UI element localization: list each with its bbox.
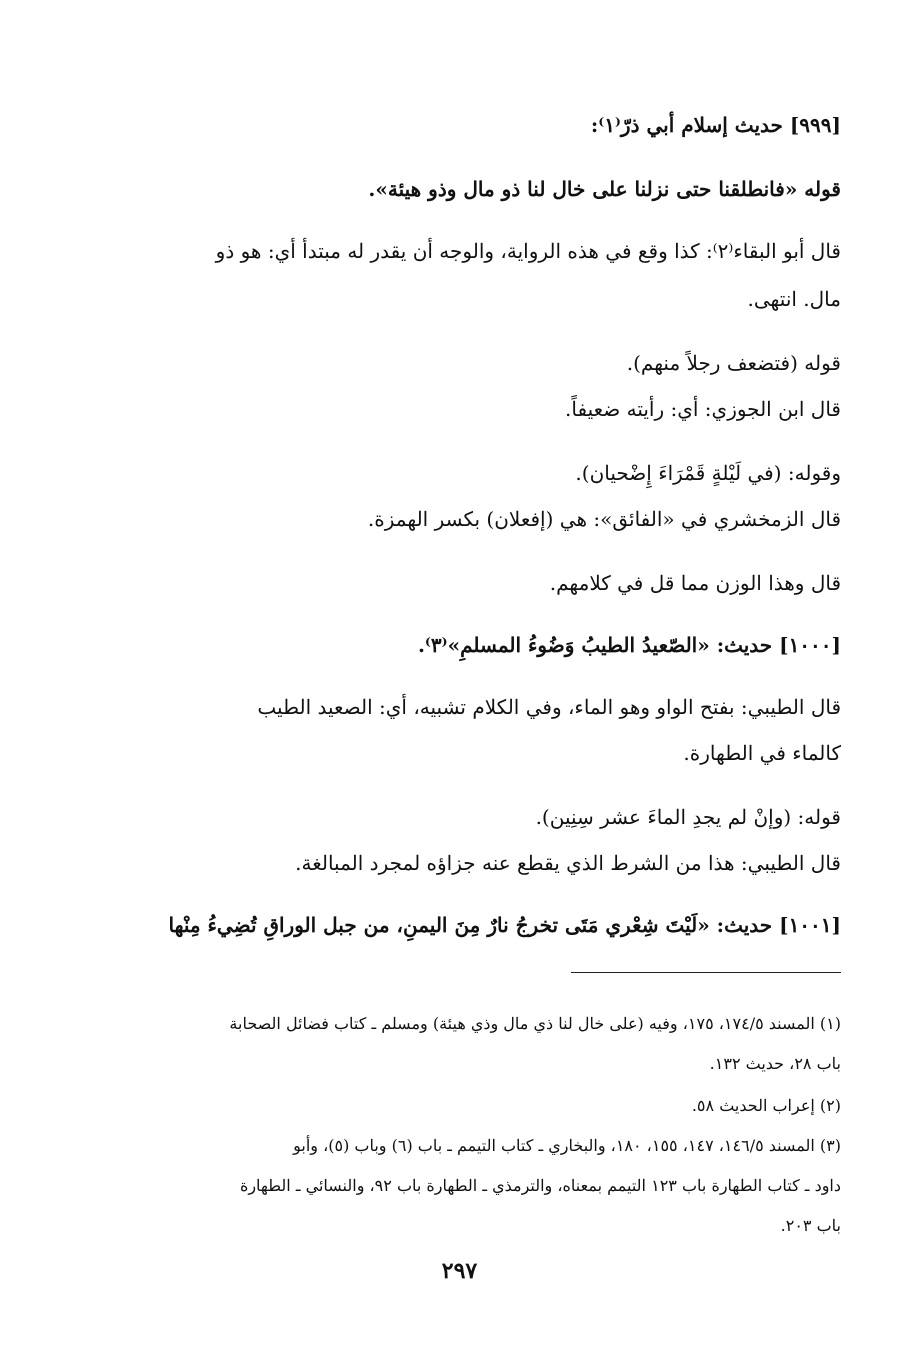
footnote-3-continuation: باب ٢٠٣.	[780, 1216, 841, 1235]
commentary-line: قال الطيبي: بفتح الواو وهو الماء، وفي الكلام تشبيه، أي: الصعيد الطيب	[257, 695, 841, 719]
footnote-2: (٢) إعراب الحديث ٥٨.	[691, 1096, 841, 1115]
commentary-line: قال الطيبي: هذا من الشرط الذي يقطع عنه جزاؤه لمجرد المبالغة.	[295, 851, 841, 875]
commentary-line: كالماء في الطهارة.	[683, 741, 841, 765]
hadith-heading-1001: [١٠٠١] حديث: «لَيْتَ شِعْري مَتَى تخرجُ نارٌ مِنَ اليمنِ، من جبل الوراقِ تُضِيءُ مِنْها	[168, 913, 841, 937]
commentary-line: قال وهذا الوزن مما قل في كلامهم.	[549, 571, 841, 595]
hadith-heading-1000: [١٠٠٠] حديث: «الصّعيدُ الطيبُ وَضُوءُ المسلمِ»⁽٣⁾.	[417, 633, 841, 657]
footnote-1-continuation: باب ٢٨، حديث ١٣٢.	[709, 1054, 841, 1073]
commentary-line: قال أبو البقاء⁽٢⁾: كذا وقع في هذه الرواية، والوجه أن يقدر له مبتدأ أي: هو ذو	[215, 239, 841, 263]
footnote-3: (٣) المسند ١٤٦/٥، ١٤٧، ١٥٥، ١٨٠، والبخاري ـ كتاب التيمم ـ باب (٦) وباب (٥)، وأبو	[293, 1136, 841, 1155]
footnote-1: (١) المسند ١٧٤/٥، ١٧٥، وفيه (على خال لنا ذي مال وذي هيئة) ومسلم ـ كتاب فضائل الصحابة	[229, 1014, 841, 1033]
footnote-divider	[571, 972, 841, 973]
commentary-line: قال الزمخشري في «الفائق»: هي (إفعلان) بكسر الهمزة.	[367, 507, 841, 531]
quote-line: قوله: (وإنْ لم يجدِ الماءَ عشر سِنِين).	[535, 805, 841, 829]
commentary-line: قال ابن الجوزي: أي: رأيته ضعيفاً.	[565, 397, 841, 421]
hadith-heading-999: [٩٩٩] حديث إسلام أبي ذرّ⁽١⁾:	[590, 113, 841, 137]
footnote-3-continuation: داود ـ كتاب الطهارة باب ١٢٣ التيمم بمعناه، والترمذي ـ الطهارة باب ٩٢، والنسائي ـ الطهارة	[239, 1176, 841, 1195]
commentary-line: مال. انتهى.	[747, 287, 841, 311]
quote-line: قوله (فتضعف رجلاً منهم).	[626, 351, 841, 375]
quote-line: قوله «فانطلقنا حتى نزلنا على خال لنا ذو مال وذو هيئة».	[368, 177, 841, 201]
quote-line: وقوله: (في لَيْلةٍ قَمْرَاءَ إِضْحيان).	[575, 461, 841, 485]
page-number: ٢٩٧	[441, 1258, 478, 1284]
